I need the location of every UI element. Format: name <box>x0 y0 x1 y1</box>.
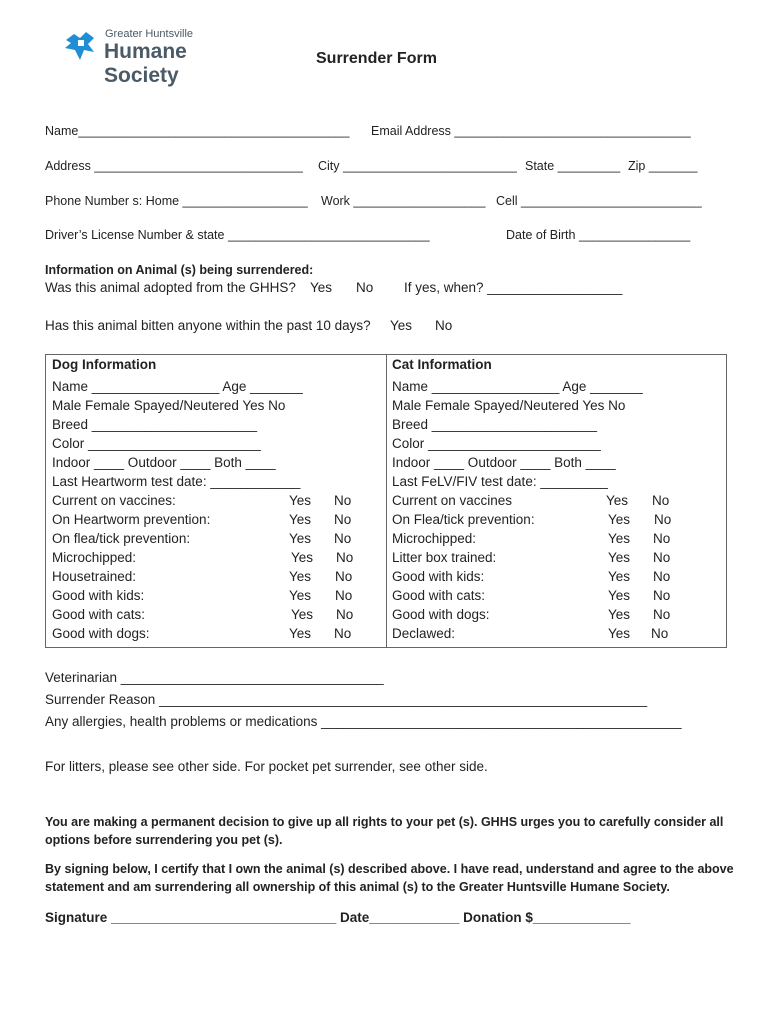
cat-yes-option[interactable]: Yes <box>608 569 631 584</box>
dog-question-row <box>52 588 353 603</box>
cat-no-option[interactable]: No <box>653 588 671 603</box>
cat-question-row <box>392 569 671 584</box>
cat-question-row <box>392 626 669 641</box>
cat-sex-spay-field[interactable]: Male Female Spayed/Neutered Yes No <box>392 398 626 413</box>
decision-notice-line1: You are making a permanent decision to give up all rights to your pet (s). GHHS urges you to carefully consider all <box>45 815 724 829</box>
cat-question-row <box>392 550 671 565</box>
cat-yes-option[interactable]: Yes <box>606 493 629 508</box>
cat-indoor-field[interactable]: Indoor ____ Outdoor ____ Both ____ <box>392 455 616 470</box>
license-field[interactable]: Driver’s License Number & state _____________________________ <box>45 228 430 242</box>
dog-yes-option[interactable]: Yes <box>289 512 312 527</box>
cat-yes-option[interactable]: Yes <box>608 531 631 546</box>
dog-question-label: Current on vaccines: <box>52 493 176 508</box>
dog-question-row <box>52 531 352 546</box>
dog-no-option[interactable]: No <box>334 531 352 546</box>
cat-color-field[interactable]: Color _______________________ <box>392 436 601 451</box>
cat-question-label: Good with cats: <box>392 588 486 603</box>
cat-heading: Cat Information <box>392 357 492 372</box>
cat-no-option[interactable]: No <box>653 550 671 565</box>
dog-question-label: On flea/tick prevention: <box>52 531 191 546</box>
cat-name-age-field[interactable]: Name _________________ Age _______ <box>392 379 643 394</box>
cat-no-option[interactable]: No <box>653 531 671 546</box>
dog-yes-option[interactable]: Yes <box>291 550 314 565</box>
dog-question-label: Good with cats: <box>52 607 146 622</box>
dog-sex-spay-field[interactable]: Male Female Spayed/Neutered Yes No <box>52 398 286 413</box>
cat-no-option[interactable]: No <box>654 512 672 527</box>
dob-field[interactable]: Date of Birth ________________ <box>506 228 691 242</box>
cat-question-row <box>392 588 671 603</box>
adopted-when-field[interactable]: If yes, when? __________________ <box>404 280 623 295</box>
cat-breed-field[interactable]: Breed ______________________ <box>392 417 597 432</box>
zip-field[interactable]: Zip _______ <box>628 159 698 173</box>
cat-question-label: Microchipped: <box>392 531 477 546</box>
cat-question-row <box>392 607 671 622</box>
cat-no-option[interactable]: No <box>652 493 670 508</box>
adopted-question: Was this animal adopted from the GHHS? <box>45 280 296 295</box>
dog-heading: Dog Information <box>52 357 157 372</box>
surrender-reason-field[interactable]: Surrender Reason _________________________________________________________________ <box>45 692 648 707</box>
dog-color-field[interactable]: Color _______________________ <box>52 436 261 451</box>
dog-question-label: Good with kids: <box>52 588 145 603</box>
cat-felv-test-field[interactable]: Last FeLV/FIV test date: _________ <box>392 474 608 489</box>
certify-statement-line1: By signing below, I certify that I own the animal (s) described above. I have read, understand and agree to the above <box>45 862 734 876</box>
dog-question-label: Microchipped: <box>52 550 137 565</box>
adopted-no[interactable]: No <box>356 280 374 295</box>
cat-question-label: Litter box trained: <box>392 550 497 565</box>
cat-question-label: Good with dogs: <box>392 607 490 622</box>
dog-question-label: On Heartworm prevention: <box>52 512 211 527</box>
cat-question-row <box>392 493 670 508</box>
logo-org-main: Humane Society <box>104 40 187 87</box>
dog-name-age-field[interactable]: Name _________________ Age _______ <box>52 379 303 394</box>
address-field[interactable]: Address ______________________________ <box>45 159 303 173</box>
bitten-question: Has this animal bitten anyone within the past 10 days? <box>45 318 371 333</box>
signature-date-donation-line[interactable]: Signature ______________________________ Date____________ Donation $_____________ <box>45 910 631 925</box>
logo-org-top: Greater Huntsville <box>105 28 194 40</box>
cat-yes-option[interactable]: Yes <box>608 550 631 565</box>
bitten-no[interactable]: No <box>435 318 453 333</box>
org-logo <box>60 26 260 87</box>
adopted-yes[interactable]: Yes <box>310 280 333 295</box>
page-title: Surrender Form <box>316 50 437 67</box>
state-map-logo-icon <box>60 26 100 66</box>
litters-note: For litters, please see other side. For pocket pet surrender, see other side. <box>45 759 488 774</box>
cat-question-label: Current on vaccines <box>392 493 513 508</box>
cat-no-option[interactable]: No <box>653 569 671 584</box>
cat-yes-option[interactable]: Yes <box>608 588 631 603</box>
cell-phone-field[interactable]: Cell __________________________ <box>496 194 702 208</box>
dog-heartworm-test-field[interactable]: Last Heartworm test date: ____________ <box>52 474 301 489</box>
dog-no-option[interactable]: No <box>336 607 354 622</box>
cat-yes-option[interactable]: Yes <box>608 607 631 622</box>
cat-question-row <box>392 531 671 546</box>
dog-question-row <box>52 512 352 527</box>
dog-no-option[interactable]: No <box>334 512 352 527</box>
veterinarian-field[interactable]: Veterinarian ___________________________________ <box>45 670 384 685</box>
cat-question-label: Declawed: <box>392 626 456 641</box>
dog-question-label: Good with dogs: <box>52 626 150 641</box>
certify-statement-line2: statement and am surrendering all ownership of this animal (s) to the Greater Huntsville Humane Society. <box>45 880 670 894</box>
table-divider <box>386 355 387 647</box>
cat-question-row <box>392 512 672 527</box>
bitten-yes[interactable]: Yes <box>390 318 413 333</box>
dog-no-option[interactable]: No <box>336 550 354 565</box>
dog-yes-option[interactable]: Yes <box>289 588 312 603</box>
allergies-field[interactable]: Any allergies, health problems or medications ________________________________________________ <box>45 714 682 729</box>
dog-yes-option[interactable]: Yes <box>289 493 312 508</box>
home-phone-field[interactable]: Phone Number s: Home __________________ <box>45 194 308 208</box>
dog-yes-option[interactable]: Yes <box>291 607 314 622</box>
cat-yes-option[interactable]: Yes <box>608 512 631 527</box>
cat-no-option[interactable]: No <box>653 607 671 622</box>
state-field[interactable]: State _________ <box>525 159 621 173</box>
dog-no-option[interactable]: No <box>334 626 352 641</box>
animal-info-table <box>45 354 727 648</box>
dog-question-row <box>52 607 354 622</box>
dog-yes-option[interactable]: Yes <box>289 626 312 641</box>
work-phone-field[interactable]: Work ___________________ <box>321 194 486 208</box>
animal-section-heading: Information on Animal (s) being surrendered: <box>45 263 314 277</box>
decision-notice-line2: options before surrendering you pet (s). <box>45 833 283 847</box>
cat-yes-option[interactable]: Yes <box>608 626 631 641</box>
cat-question-label: On Flea/tick prevention: <box>392 512 535 527</box>
email-field[interactable]: Email Address __________________________________ <box>371 124 691 138</box>
dog-yes-option[interactable]: Yes <box>289 531 312 546</box>
dog-indoor-field[interactable]: Indoor ____ Outdoor ____ Both ____ <box>52 455 276 470</box>
cat-no-option[interactable]: No <box>651 626 669 641</box>
dog-yes-option[interactable]: Yes <box>289 569 312 584</box>
cat-question-label: Good with kids: <box>392 569 485 584</box>
dog-no-option[interactable]: No <box>335 588 353 603</box>
dog-breed-field[interactable]: Breed ______________________ <box>52 417 257 432</box>
name-field[interactable]: Name_______________________________________ <box>45 124 350 138</box>
dog-question-label: Housetrained: <box>52 569 137 584</box>
dog-question-row <box>52 626 352 641</box>
dog-question-row <box>52 569 353 584</box>
city-field[interactable]: City _________________________ <box>318 159 517 173</box>
dog-no-option[interactable]: No <box>334 493 352 508</box>
dog-question-row <box>52 550 354 565</box>
dog-no-option[interactable]: No <box>335 569 353 584</box>
dog-question-row <box>52 493 352 508</box>
